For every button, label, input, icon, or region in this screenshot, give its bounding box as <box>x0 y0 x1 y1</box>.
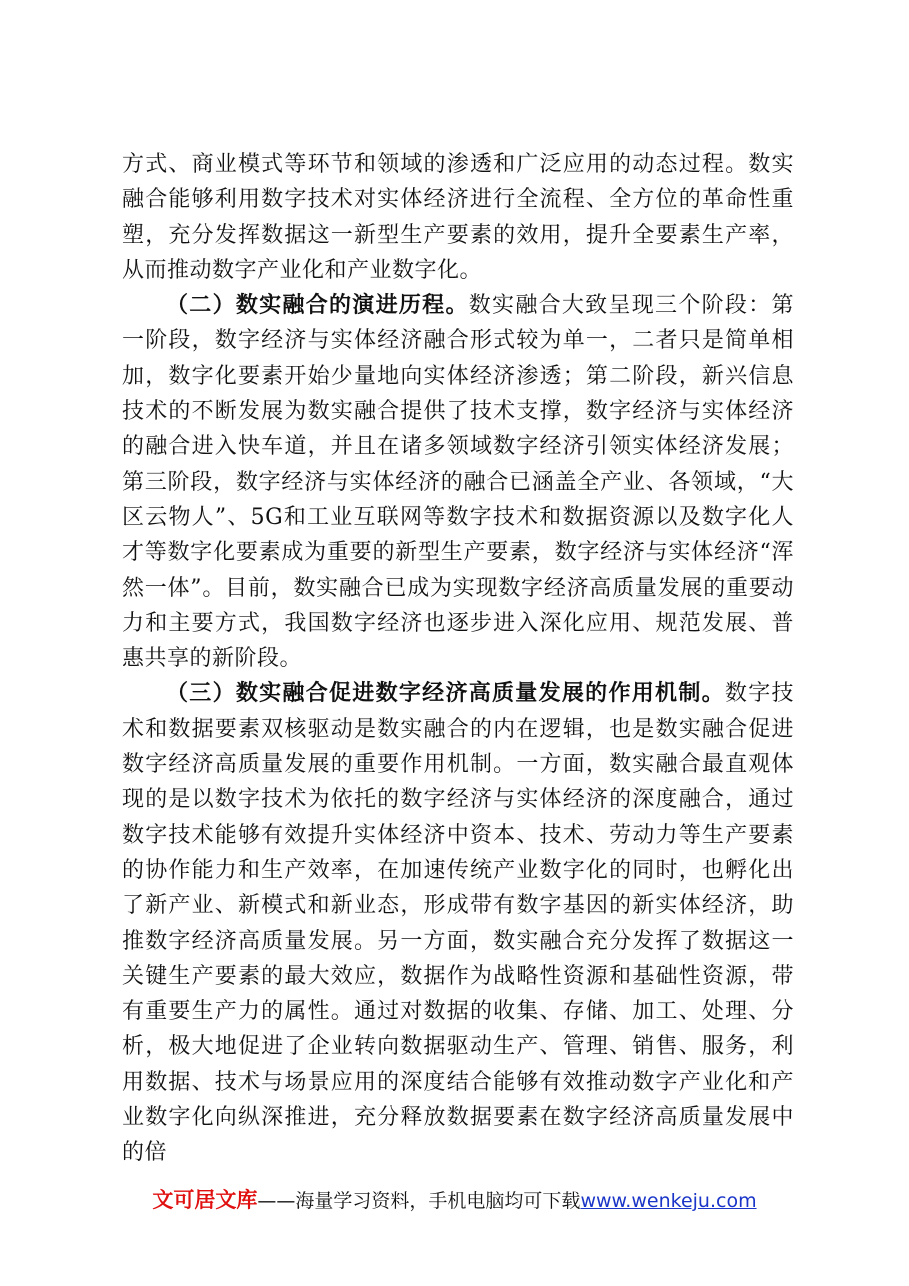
paragraph-mechanism <box>122 676 794 1170</box>
section-heading-evolution: （二）数实融合的演进历程。 <box>166 292 469 319</box>
paragraph-text: 数实融合大致呈现三个阶段：第一阶段，数字经济与实体经济融合形式较为单一，二者只是简单相加，数字化要素开始少量地向实体经济渗透；第二阶段，新兴信息技术的不断发展为数实融合提供了技术支撑，数字经济与实体经济的融合进入快车道，并且在诸多领域数字经济引领实体经济发展；第三阶段，数字经济与实体经济的融合已涵盖全产业、各领域，“大区云物人”、5G和工业互联网等数字技术和数据资源以及数字化人才等数字化要素成为重要的新型生产要素，数字经济与实体经济“浑然一体”。目前，数实融合已成为实现数字经济高质量发展的重要动力和主要方式，我国数字经济也逐步进入深化应用、规范发展、普惠共享的新阶段。 <box>122 293 794 672</box>
section-heading-mechanism: （三）数实融合促进数字经济高质量发展的作用机制。 <box>166 680 725 707</box>
paragraph-evolution <box>122 288 794 676</box>
paragraph-text: 方式、商业模式等环节和领域的渗透和广泛应用的动态过程。数实融合能够利用数字技术对实体经济进行全流程、全方位的革命性重塑，充分发挥数据这一新型生产要素的效用，提升全要素生产率，从而推动数字产业化和产业数字化。 <box>122 152 794 283</box>
paragraph-continuation <box>122 147 794 288</box>
paragraph-text: 数字技术和数据要素双核驱动是数实融合的内在逻辑，也是数实融合促进数字经济高质量发展的重要作用机制。一方面，数实融合最直观体现的是以数字技术为依托的数字经济与实体经济的深度融合，通过数字技术能够有效提升实体经济中资本、技术、劳动力等生产要素的协作能力和生产效率，在加速传统产业数字化的同时，也孵化出了新产业、新模式和新业态，形成带有数字基因的新实体经济，助推数字经济高质量发展。另一方面，数实融合充分发挥了数据这一关键生产要素的最大效应，数据作为战略性资源和基础性资源，带有重要生产力的属性。通过对数据的收集、存储、加工、处理、分析，极大地促进了企业转向数据驱动生产、管理、销售、服务，利用数据、技术与场景应用的深度结合能够有效推动数字产业化和产业数字化向纵深推进，充分释放数据要素在数字经济高质量发展中的倍 <box>122 681 794 1166</box>
footer-banner <box>0 1184 909 1214</box>
footer-tagline: ——海量学习资料，手机电脑均可下载 <box>257 1190 581 1212</box>
document-body <box>122 147 794 1171</box>
footer-brand: 文可居文库 <box>152 1188 258 1212</box>
footer-url-link[interactable]: www.wenkeju.com <box>580 1190 757 1212</box>
